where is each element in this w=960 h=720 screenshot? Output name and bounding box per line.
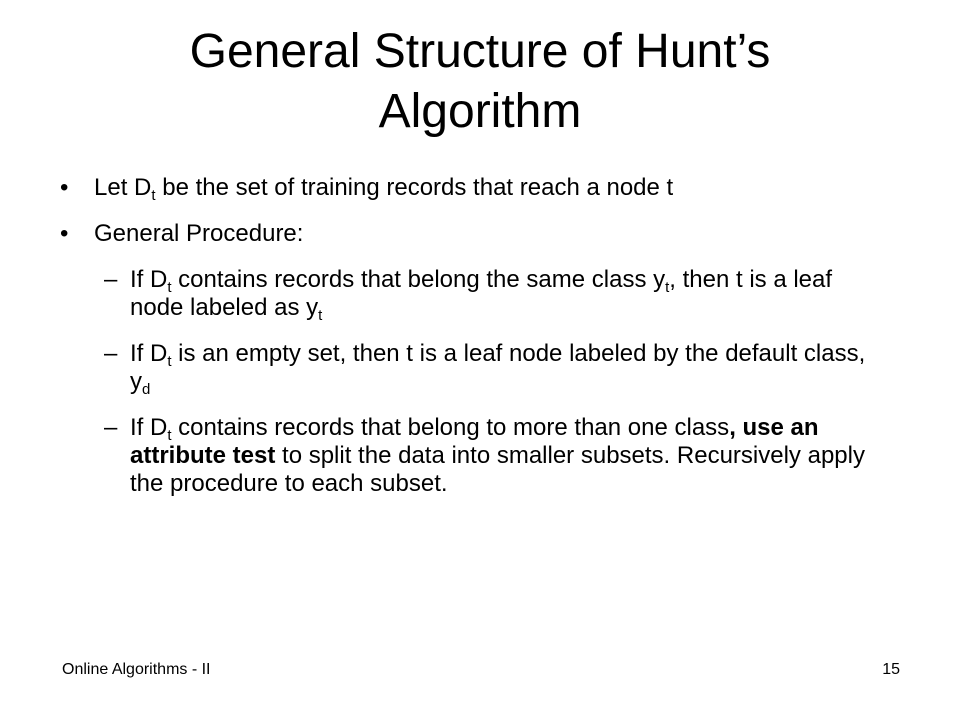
slide-title [60, 22, 900, 142]
subbullet-text: to split the data into smaller subsets. Recursively apply the procedure to each subset. [130, 442, 865, 497]
subbullet-text: contains records that belong to more than one class [171, 414, 730, 441]
bullet-text: be the set of training records that reach a node t [155, 174, 674, 201]
subbullet-item-multiple-classes [60, 414, 880, 498]
footer-course-title: Online Algorithms - II [62, 661, 211, 678]
subscript: t [318, 307, 323, 324]
dash-marker: – [104, 266, 118, 293]
page-number: 15 [882, 661, 900, 678]
subscript: t [167, 353, 172, 370]
bullet-marker: • [60, 220, 69, 247]
subscript: d [142, 381, 151, 398]
bullet-marker: • [60, 174, 69, 201]
subbullet-text: If D [130, 414, 168, 441]
dash-marker: – [104, 414, 118, 441]
title-line-2: Algorithm [378, 85, 582, 138]
bullet-text: Let D [94, 174, 152, 201]
bold-emphasis-text: , use an attribute test [130, 414, 819, 469]
subbullet-text: If D [130, 266, 168, 293]
title-line-1: General Structure of Hunt’s [189, 25, 771, 78]
subbullet-text: is an empty set, then t is a leaf node labeled by the default class, y [130, 340, 866, 395]
bullet-item-training-records [60, 174, 880, 202]
subscript: t [167, 279, 172, 296]
subbullet-item-same-class [60, 266, 880, 322]
slide-body [60, 174, 880, 516]
subbullet-item-empty-set [60, 340, 880, 396]
subscript: t [151, 187, 156, 204]
dash-marker: – [104, 340, 118, 367]
subbullet-text: If D [130, 340, 168, 367]
subbullet-text: contains records that belong the same class y [171, 266, 666, 293]
subscript: t [167, 427, 172, 444]
subbullet-text: , then t is a leaf node labeled as y [130, 266, 833, 321]
subscript: t [665, 279, 670, 296]
bullet-item-general-procedure [60, 220, 880, 248]
bullet-text: General Procedure: [94, 220, 304, 247]
